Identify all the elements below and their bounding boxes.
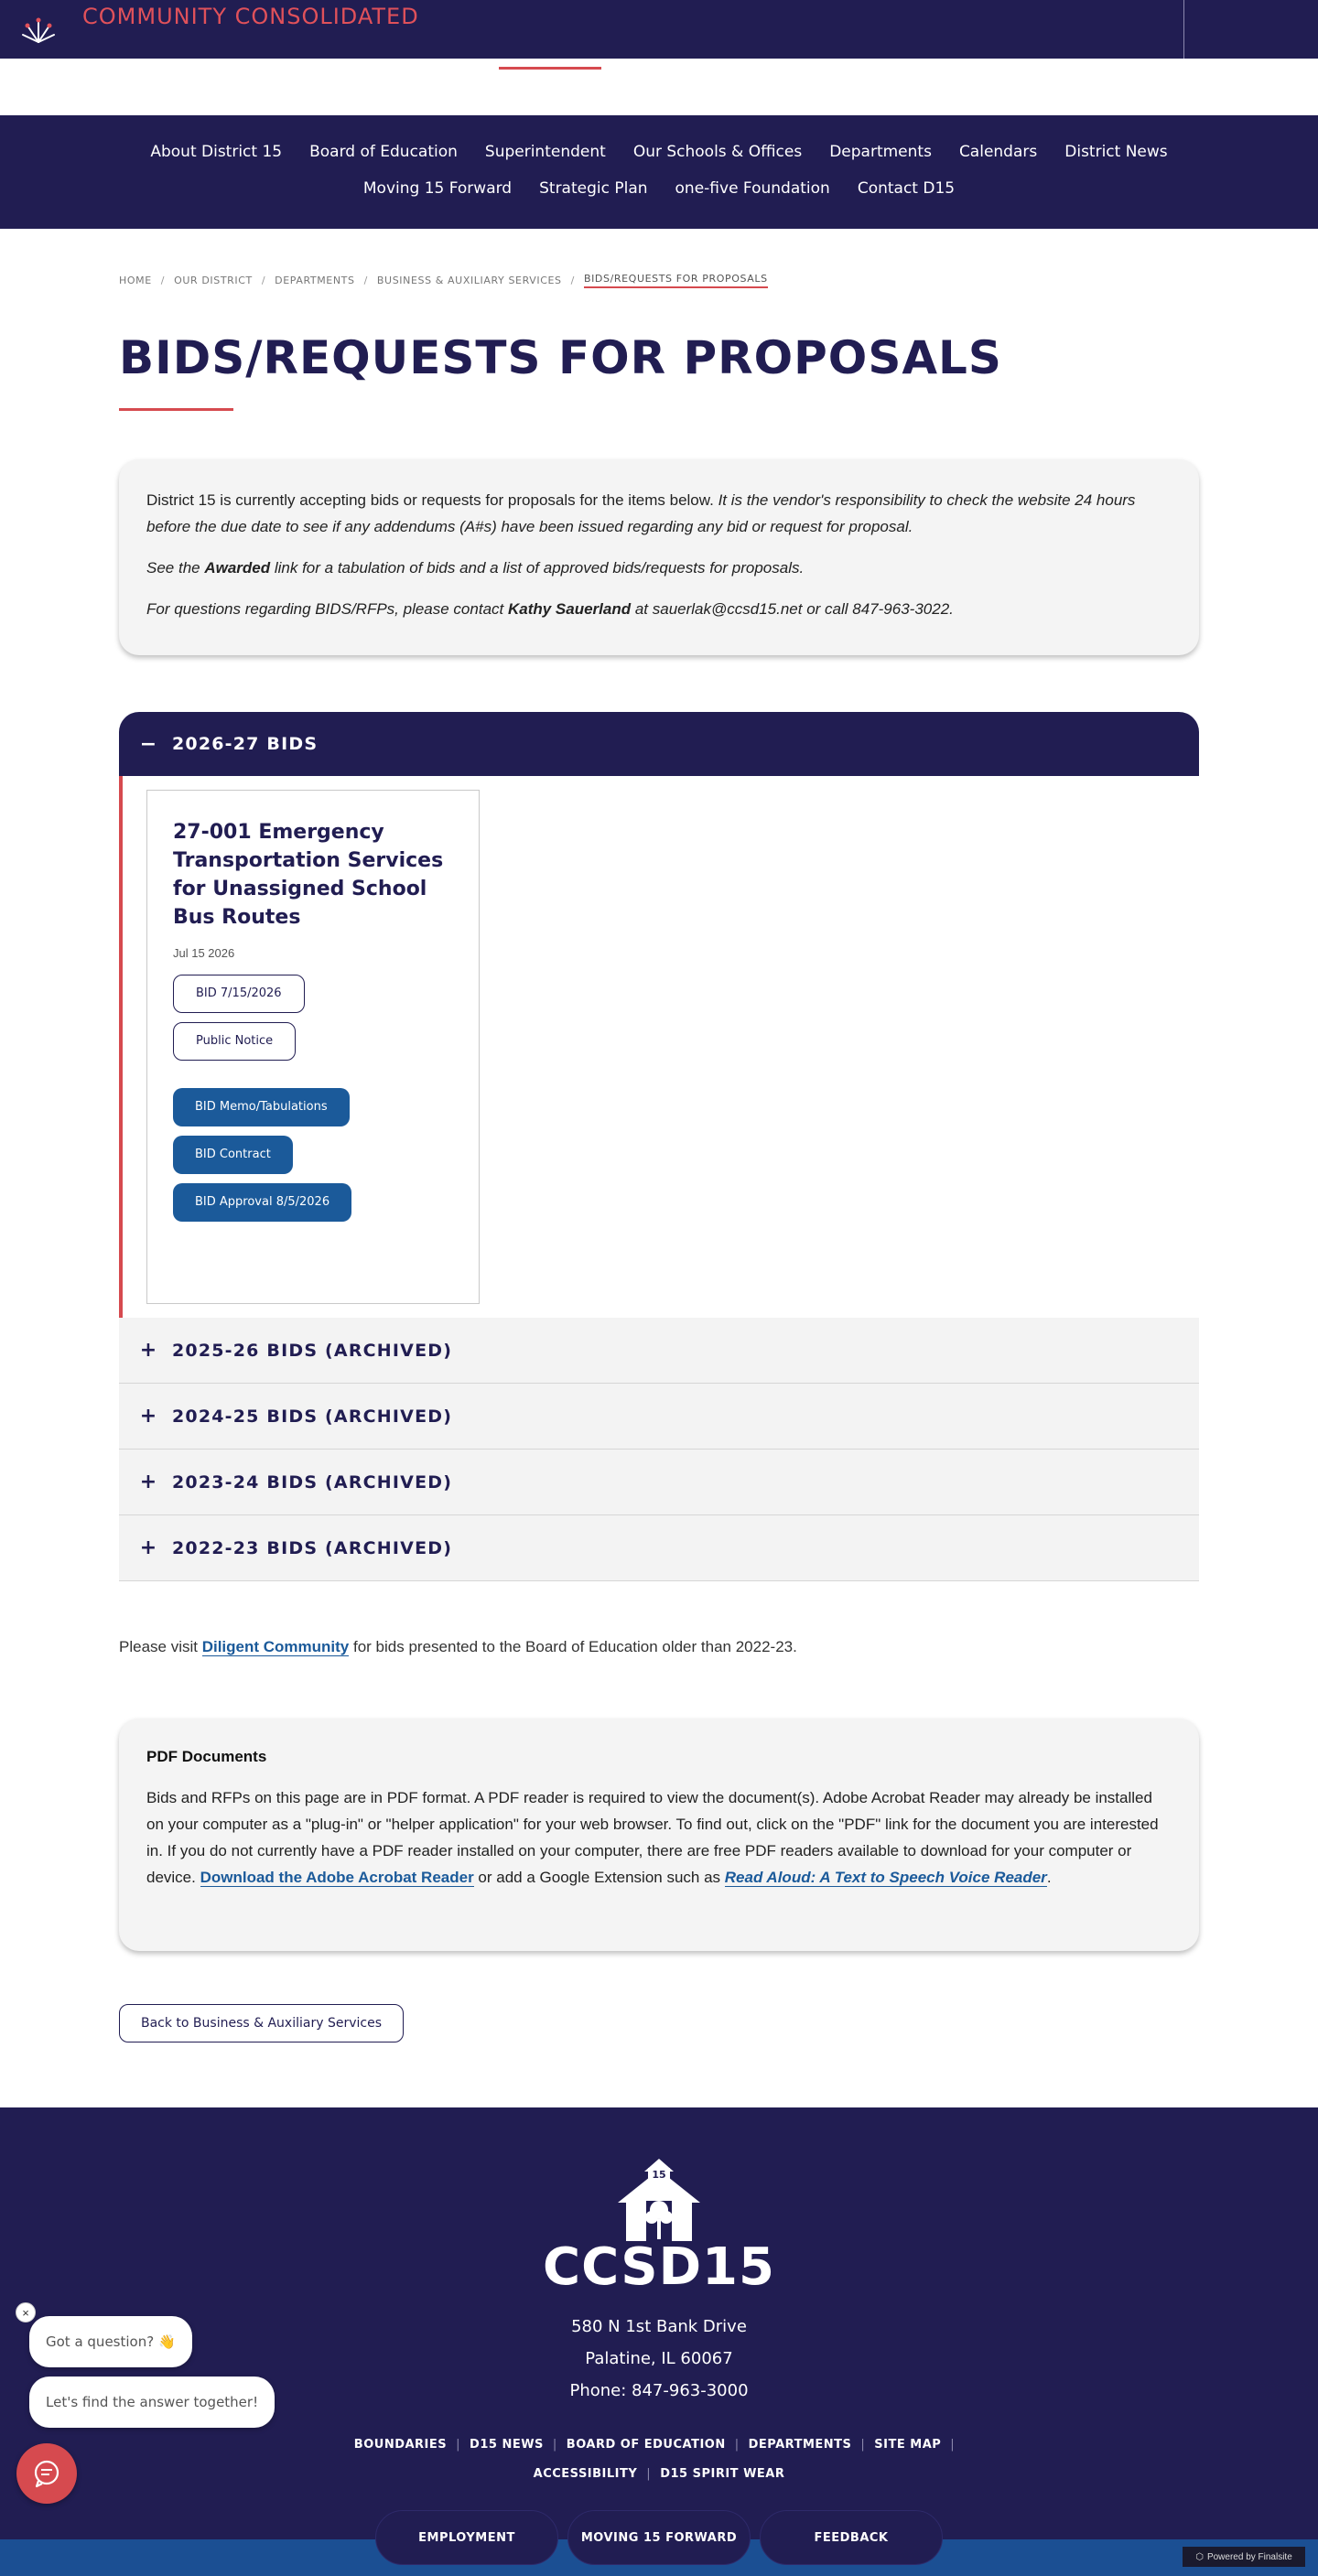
site-name[interactable]: COMMUNITY CONSOLIDATED <box>82 4 419 29</box>
breadcrumb <box>119 273 768 288</box>
accordion-label: 2025-26 BIDS (ARCHIVED) <box>172 1340 453 1361</box>
vendor-responsibility-note: It is the vendor's responsibility to check the website 24 hours before the due date to see if any addendums (A#s) have been issued regarding any bid or request for proposal. <box>146 491 1136 535</box>
footer-link-separator: | <box>646 2467 652 2481</box>
expand-plus-icon: + <box>139 1471 157 1493</box>
footer-link-site-map[interactable]: SITE MAP <box>874 2438 942 2452</box>
nav-calendars[interactable]: Calendars <box>958 143 1038 161</box>
bid-document-button[interactable]: BID 7/15/2026 <box>173 975 305 1013</box>
accordion-label: 2024-25 BIDS (ARCHIVED) <box>172 1406 453 1427</box>
footer-link-accessibility[interactable]: ACCESSIBILITY <box>533 2467 638 2481</box>
schoolhouse-tree-logo-icon <box>613 2155 705 2247</box>
bid-card <box>146 790 480 1304</box>
adobe-reader-link[interactable]: Download the Adobe Acrobat Reader <box>200 1869 474 1886</box>
footer-brand[interactable]: CCSD15 <box>543 2237 775 2297</box>
accordion-2026-27-panel <box>119 776 1199 1318</box>
page-title: BIDS/REQUESTS FOR PROPOSALS <box>119 331 1002 384</box>
footer-phone: Phone: 847-963-3000 <box>569 2381 749 2400</box>
nav-row-secondary <box>0 178 1318 199</box>
chat-prompt-bubble[interactable]: Got a question? 👋 <box>29 2316 192 2367</box>
footer-link-separator: | <box>950 2438 956 2452</box>
nav-about-district-15[interactable]: About District 15 <box>150 143 283 161</box>
contact-text-a: For questions regarding BIDS/RFPs, please contact <box>146 600 508 618</box>
bid-document-buttons <box>173 960 453 1061</box>
footer-link-board-of-education[interactable]: BOARD OF EDUCATION <box>566 2438 726 2452</box>
employment-button[interactable]: EMPLOYMENT <box>375 2510 558 2565</box>
powered-by-text: Powered by Finalsite <box>1206 2551 1292 2562</box>
footer-link-boundaries[interactable]: BOUNDARIES <box>353 2438 448 2452</box>
logo-number: 15 <box>652 2169 666 2181</box>
awarded-paragraph <box>146 555 1172 581</box>
diligent-community-link[interactable]: Diligent Community <box>201 1638 350 1655</box>
expand-plus-icon: + <box>139 1536 157 1559</box>
moving-15-forward-button[interactable]: MOVING 15 FORWARD <box>567 2510 751 2565</box>
footer-link-d15-news[interactable]: D15 NEWS <box>470 2438 544 2452</box>
bid-contract-button[interactable]: BID Contract <box>173 1136 293 1174</box>
accordion-label: 2022-23 BIDS (ARCHIVED) <box>172 1537 453 1558</box>
visit-text-a: Please visit <box>119 1638 202 1655</box>
chat-prompt-bubble-secondary[interactable]: Let's find the answer together! <box>29 2377 275 2428</box>
bid-memo-tabulations-button[interactable]: BID Memo/Tabulations <box>173 1088 350 1126</box>
intro-text: District 15 is currently accepting bids or requests for proposals for the items below. <box>146 491 718 509</box>
breadcrumb-separator: / <box>570 275 575 286</box>
nav-strategic-plan[interactable]: Strategic Plan <box>539 179 648 198</box>
read-aloud-link[interactable]: Read Aloud: A Text to Speech Voice Reader <box>724 1869 1047 1886</box>
contact-name: Kathy Sauerland <box>507 600 632 618</box>
breadcrumb-our-district[interactable]: OUR DISTRICT <box>174 275 253 286</box>
awarded-text-b: link for a tabulation of bids and a list of approved bids/requests for proposals. <box>270 559 805 577</box>
main-navigation <box>0 115 1318 229</box>
bid-title: 27-001 Emergency Transportation Services for Unassigned School Bus Routes <box>173 821 444 929</box>
public-notice-button[interactable]: Public Notice <box>173 1022 296 1061</box>
pdf-heading: PDF Documents <box>146 1748 267 1765</box>
accordion-2025-26-header[interactable] <box>119 1318 1199 1384</box>
collapse-minus-icon: − <box>139 732 157 756</box>
powered-by-badge[interactable] <box>1183 2547 1305 2567</box>
expand-plus-icon: + <box>139 1339 157 1362</box>
header-sub-strip <box>0 59 1318 115</box>
bid-date: Jul 15 2026 <box>173 946 235 960</box>
nav-district-news[interactable]: District News <box>1064 143 1168 161</box>
bid-award-buttons <box>173 1088 453 1222</box>
accordion-2022-23-header[interactable] <box>119 1515 1199 1581</box>
footer-address-line1: 580 N 1st Bank Drive <box>571 2317 747 2336</box>
footer-link-separator: | <box>552 2438 557 2452</box>
footer-link-spirit-wear[interactable]: D15 SPIRIT WEAR <box>660 2467 785 2481</box>
footer-link-separator: | <box>734 2438 740 2452</box>
nav-row-primary <box>0 142 1318 162</box>
feedback-button[interactable]: FEEDBACK <box>760 2510 943 2565</box>
site-header <box>0 0 1318 59</box>
nav-contact-d15[interactable]: Contact D15 <box>857 179 956 198</box>
nav-moving-15-forward[interactable]: Moving 15 Forward <box>362 179 513 198</box>
contact-text-b: at sauerlak@ccsd15.net or call 847-963-3022. <box>631 600 954 618</box>
breadcrumb-current: BIDS/REQUESTS FOR PROPOSALS <box>584 273 768 288</box>
accordion-2024-25-header[interactable] <box>119 1384 1199 1450</box>
accordion-label: 2026-27 BIDS <box>172 734 319 754</box>
finalsite-icon: ⬡ <box>1195 2551 1204 2562</box>
expand-plus-icon: + <box>139 1405 157 1428</box>
breadcrumb-separator: / <box>160 275 166 286</box>
nav-board-of-education[interactable]: Board of Education <box>309 143 458 161</box>
site-footer <box>0 2107 1318 2576</box>
older-bids-note <box>119 1638 797 1656</box>
footer-links-row1 <box>0 2438 1318 2452</box>
awarded-text-a: See the <box>146 559 205 577</box>
visit-text-b: for bids presented to the Board of Education older than 2022-23. <box>349 1638 797 1655</box>
breadcrumb-home[interactable]: HOME <box>119 275 152 286</box>
header-divider <box>1183 0 1184 59</box>
active-accent-line <box>499 67 601 70</box>
footer-address-line2: Palatine, IL 60067 <box>585 2349 733 2368</box>
back-to-business-services-button[interactable]: Back to Business & Auxiliary Services <box>119 2004 404 2042</box>
contact-paragraph <box>146 596 1172 622</box>
intro-info-card <box>119 459 1199 655</box>
breadcrumb-business-auxiliary[interactable]: BUSINESS & AUXILIARY SERVICES <box>376 275 562 286</box>
awarded-keyword: Awarded <box>204 559 271 577</box>
breadcrumb-separator: / <box>363 275 368 286</box>
pdf-paragraph <box>146 1784 1172 1891</box>
nav-one-five-foundation[interactable]: one-five Foundation <box>675 179 830 198</box>
title-underline <box>119 408 233 411</box>
footer-link-departments[interactable]: DEPARTMENTS <box>748 2438 852 2452</box>
breadcrumb-departments[interactable]: DEPARTMENTS <box>275 275 355 286</box>
intro-paragraph <box>146 487 1172 540</box>
accordion-2026-27-header[interactable] <box>119 712 1199 776</box>
footer-links-row2 <box>0 2467 1318 2481</box>
footer-link-separator: | <box>456 2438 461 2452</box>
district-logo-icon[interactable] <box>20 15 57 48</box>
chat-launcher-button[interactable] <box>16 2443 77 2504</box>
pdf-text-mid: or add a Google Extension such as <box>473 1869 725 1886</box>
pdf-text-end: . <box>1046 1869 1052 1886</box>
pdf-text: Bids and RFPs on this page are in PDF format. A PDF reader is required to view the document(s). Adobe Acrobat Reader may already be installed on your computer as a "plug-in" or "helper application" for your web browser. To find out, click on the "PDF" link for the document you are interested in. If you do not currently have a PDF reader installed on your computer, there are free PDF readers available to download for your computer or device. <box>146 1789 1159 1886</box>
chat-icon <box>31 2458 62 2489</box>
accordion-label: 2023-24 BIDS (ARCHIVED) <box>172 1471 453 1493</box>
bid-approval-button[interactable]: BID Approval 8/5/2026 <box>173 1183 351 1222</box>
accordion-2023-24-header[interactable] <box>119 1450 1199 1515</box>
pdf-documents-card <box>119 1719 1199 1951</box>
breadcrumb-separator: / <box>261 275 266 286</box>
nav-departments[interactable]: Departments <box>829 143 932 161</box>
nav-our-schools-offices[interactable]: Our Schools & Offices <box>632 143 803 161</box>
nav-superintendent[interactable]: Superintendent <box>484 143 606 161</box>
chat-close-icon[interactable]: × <box>16 2302 36 2323</box>
footer-link-separator: | <box>860 2438 866 2452</box>
